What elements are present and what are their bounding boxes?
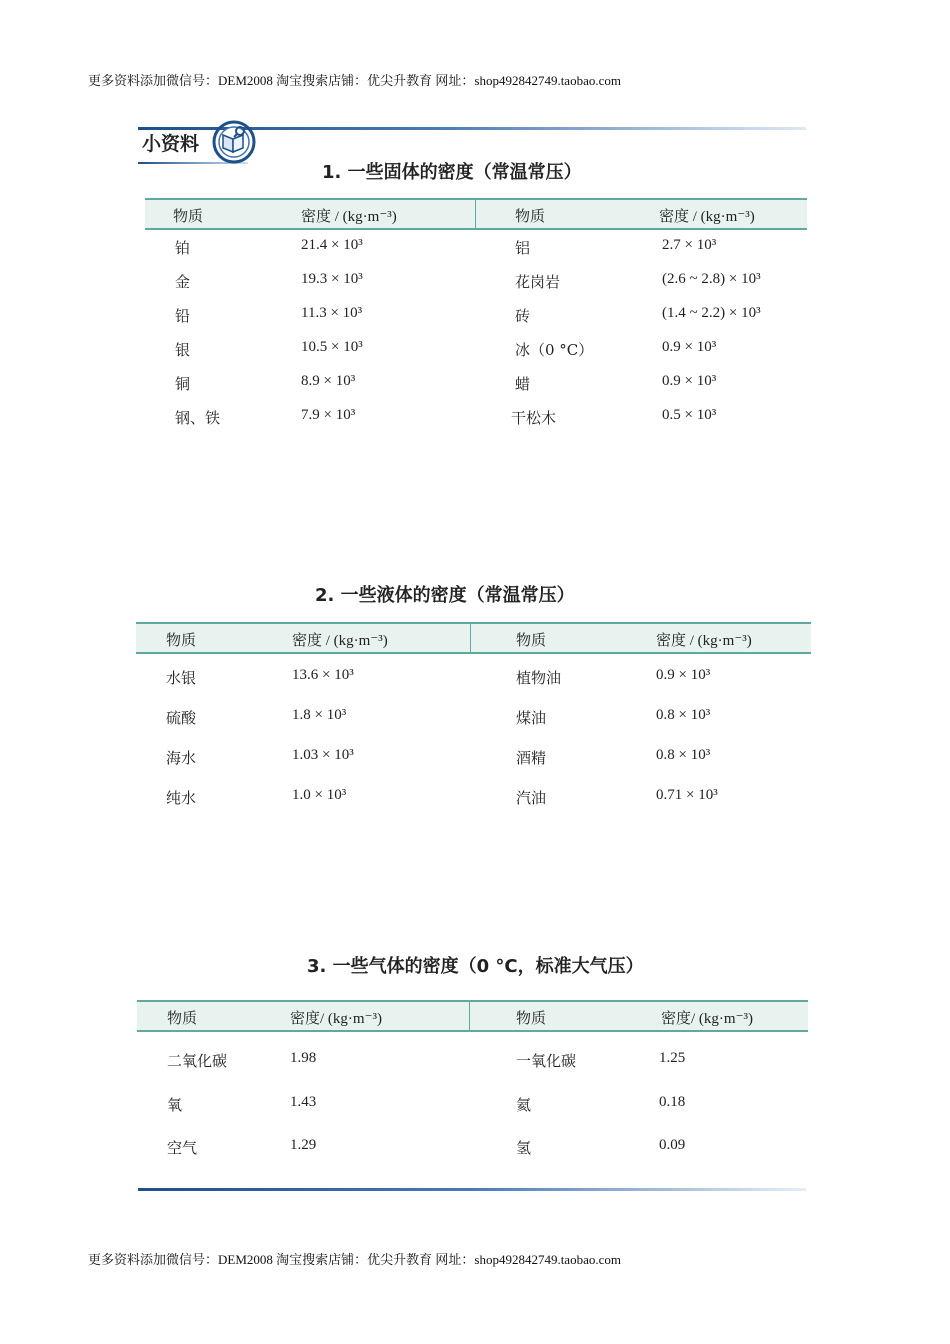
row-density: 0.8 × 10³	[656, 707, 711, 723]
row-density: (2.6 ~ 2.8) × 10³	[662, 271, 761, 287]
row-substance: 钢、铁	[175, 409, 221, 427]
header-substance: 物质	[516, 1009, 547, 1027]
row-substance: 金	[175, 273, 191, 291]
row-substance: 汽油	[516, 789, 547, 807]
table-header	[145, 198, 807, 230]
header-substance: 物质	[515, 207, 546, 225]
row-substance: 冰（0 °C）	[515, 341, 594, 359]
row-substance: 硫酸	[166, 709, 197, 727]
header-density: 密度 / (kg·m⁻³)	[659, 209, 755, 225]
row-substance: 一氧化碳	[516, 1052, 577, 1070]
header-substance: 物质	[166, 631, 197, 649]
book-magnifier-icon	[210, 118, 256, 166]
row-substance: 铝	[515, 239, 531, 257]
row-density: 1.98	[290, 1050, 317, 1066]
header-substance: 物质	[516, 631, 547, 649]
row-substance: 煤油	[516, 709, 547, 727]
row-density: 19.3 × 10³	[301, 271, 363, 287]
banner-label: 小资料	[142, 133, 200, 155]
header-density: 密度/ (kg·m⁻³)	[661, 1011, 753, 1027]
row-substance: 铂	[175, 239, 191, 257]
row-density: 8.9 × 10³	[301, 373, 356, 389]
row-substance: 氢	[516, 1139, 532, 1157]
row-density: 11.3 × 10³	[301, 305, 363, 321]
header-substance: 物质	[167, 1009, 198, 1027]
row-substance: 干松木	[511, 409, 557, 427]
row-substance: 花岗岩	[515, 273, 561, 291]
header-divider	[469, 1002, 470, 1030]
row-density: 1.25	[659, 1050, 686, 1066]
page-footer-text: 更多资料添加微信号：DEM2008 淘宝搜索店铺：优尖升教育 网址：shop492842749.taobao.com	[88, 1252, 621, 1267]
header-divider	[470, 624, 471, 652]
solids-title: 1. 一些固体的密度（常温常压）	[322, 162, 582, 183]
row-density: 0.71 × 10³	[656, 787, 718, 803]
header-divider	[475, 200, 476, 228]
row-substance: 海水	[166, 749, 197, 767]
liquids-table	[136, 622, 811, 822]
row-substance: 二氧化碳	[167, 1052, 228, 1070]
row-density: 21.4 × 10³	[301, 237, 363, 253]
row-density: 0.9 × 10³	[662, 339, 717, 355]
row-density: 1.43	[290, 1094, 317, 1110]
header-density: 密度 / (kg·m⁻³)	[292, 633, 388, 649]
header-substance: 物质	[173, 207, 204, 225]
gases-title: 3. 一些气体的密度（0 °C，标准大气压）	[307, 956, 644, 977]
row-substance: 氧	[167, 1096, 183, 1114]
table-header	[137, 1000, 808, 1032]
row-substance: 纯水	[166, 789, 197, 807]
row-substance: 铜	[175, 375, 191, 393]
row-density: 1.8 × 10³	[292, 707, 347, 723]
row-substance: 蜡	[515, 375, 531, 393]
row-density: 2.7 × 10³	[662, 237, 717, 253]
row-substance: 水银	[166, 669, 197, 687]
row-substance: 植物油	[516, 669, 562, 687]
header-density: 密度 / (kg·m⁻³)	[656, 633, 752, 649]
row-substance: 砖	[515, 307, 531, 325]
row-substance: 空气	[167, 1139, 198, 1157]
row-substance: 氦	[516, 1096, 532, 1114]
row-substance: 银	[175, 341, 191, 359]
row-density: 0.18	[659, 1094, 686, 1110]
row-density: 0.9 × 10³	[662, 373, 717, 389]
row-density: 1.03 × 10³	[292, 747, 354, 763]
header-density: 密度 / (kg·m⁻³)	[301, 209, 397, 225]
table-header	[136, 622, 811, 654]
header-density: 密度/ (kg·m⁻³)	[290, 1011, 382, 1027]
liquids-title: 2. 一些液体的密度（常温常压）	[315, 585, 575, 606]
row-density: 13.6 × 10³	[292, 667, 354, 683]
row-density: 0.9 × 10³	[656, 667, 711, 683]
bottom-rule	[138, 1188, 806, 1191]
row-substance: 酒精	[516, 749, 547, 767]
row-density: 1.29	[290, 1137, 317, 1153]
row-density: 0.09	[659, 1137, 686, 1153]
page-header-text: 更多资料添加微信号：DEM2008 淘宝搜索店铺：优尖升教育 网址：shop492842749.taobao.com	[88, 73, 621, 88]
gases-table	[137, 1000, 808, 1170]
row-density: 1.0 × 10³	[292, 787, 347, 803]
row-density: (1.4 ~ 2.2) × 10³	[662, 305, 761, 321]
row-density: 0.5 × 10³	[662, 407, 717, 423]
row-density: 10.5 × 10³	[301, 339, 363, 355]
row-density: 0.8 × 10³	[656, 747, 711, 763]
row-substance: 铅	[175, 307, 191, 325]
row-density: 7.9 × 10³	[301, 407, 356, 423]
solids-table	[145, 198, 807, 438]
